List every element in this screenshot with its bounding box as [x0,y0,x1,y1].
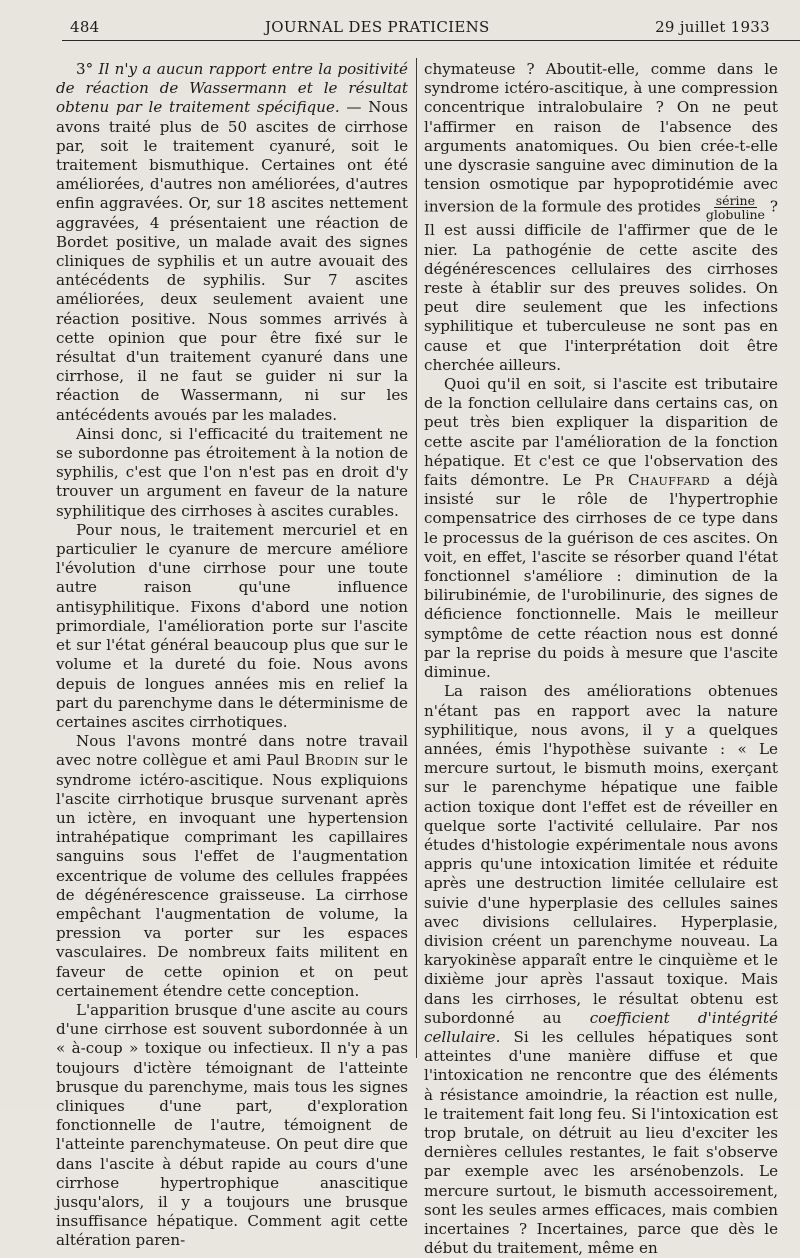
issue-date: 29 juillet 1933 [655,18,770,36]
paragraph-6-start: chymateuse ? Aboutit-elle, comme dans le syndrome ictéro-ascitique, à une compression concentrique intralobulaire ? On ne peut l'affirmer en raison de l'absence des arguments anatomiques. Ou bien crée-t-elle une dyscrasie sanguine avec diminution de la tension osmotique par hypoprotidémie avec inversion de la formule des protides [424,60,778,216]
left-column [56,60,408,1251]
paragraph-2: Ainsi donc, si l'efficacité du traitement ne se subordonne pas étroitement à la notion de syphilis, c'est que l'on n'est pas en droit d'y trouver un argument en faveur de la nature syphilitique des cirrhoses à ascites curables. [56,424,408,520]
paragraph-6 [424,60,778,375]
page-header [70,18,770,36]
fraction-denominator: globuline [705,207,765,223]
page-number: 484 [70,18,100,36]
serine-globuline-fraction [704,194,767,221]
paragraph-7 [424,375,778,682]
paragraph-4 [56,732,408,1001]
paragraph-3: Pour nous, le traitement mercuriel et en particulier le cyanure de mercure améliore l'évolution d'une cirrhose pour une toute autre raison qu'une influence antisyphilitique. Fixons d'abord une notion primordiale, l'amélioration porte sur l'ascite et sur l'état général beaucoup plus que sur le volume et la dureté du foie. Nous avons depuis de longues années mis en relief la part du parenchyme dans le déterminisme de certaines ascites cirrhotiques. [56,520,408,731]
paragraph-1 [56,60,408,425]
column-separator [416,58,417,1058]
paragraph-5: L'apparition brusque d'une ascite au cours d'une cirrhose est souvent subordonnée à un « à-coup » toxique ou infectieux. Il n'y a pas toujours d'ictère témoignant de l'atteinte brusque du parenchyme, mais tous les signes cliniques d'une part, d'exploration fonctionnelle de l'autre, témoignent de l'atteinte parenchymateuse. On peut dire que dans l'ascite à début rapide au cours d'une cirrhose hypertrophique anascitique jusqu'alors, il y a toujours une brusque insuffisance hépatique. Comment agit cette altération paren- [56,1000,408,1250]
paragraph-8-italic-term: coefficient d'intégrité cellulaire. [424,1008,778,1046]
paragraph-4-end: sur le syndrome ictéro-ascitique. Nous expliquions l'ascite cirrhotique brusque survenant après un ictère, en invoquant une hypertension intrahépatique comprimant les capillaires sanguins sous l'effet de l'augmentation excentrique de volume des cellules frappées de dégénérescence graisseuse. La cirrhose empêchant l'augmentation de volume, la pression va porter sur les espaces vasculaires. De nombreux faits militent en faveur de cette opinion et on peut certainement étendre cette conception. [56,751,408,1000]
journal-title: JOURNAL DES PRATICIENS [264,18,490,36]
paragraph-7-end: a déjà insisté sur le rôle de l'hypertrophie compensatrice des cirrhoses de ce type dans le processus de la guérison de ces ascites. On voit, en effet, l'ascite se résorber quand l'état fonctionnel s'améliore : diminution de la bilirubinémie, de l'urobilinurie, des signes de déficience fonctionnelle. Mais le meilleur symptôme de cette réaction nous est donné par la reprise du poids à mesure que l'ascite diminue. [424,471,778,682]
paragraph-8 [424,682,778,1258]
author-name-chauffard: Pr Chauffard [594,471,711,490]
author-name-brodin: Brodin [304,751,359,770]
right-column [424,60,778,1258]
paragraph-6-end: ? Il est aussi difficile de l'affirmer que de le nier. La pathogénie de cette ascite des dégénérescences cellulaires des cirrhoses reste à établir sur des preuves solides. On peut dire seulement que les infections syphilitique et tuberculeuse ne sont pas en cause et que l'interprétation doit être cherchée ailleurs. [424,197,778,374]
fraction-numerator: sérine [715,193,755,209]
header-rule [62,40,800,41]
paragraph-8-start: La raison des améliorations obtenues n'étant pas en rapport avec la nature syphilitique, nous avons, il y a quelques années, émis l'hypothèse suivante : « Le mercure surtout, le bismuth moins, exerçant sur le parenchyme hépatique une faible action toxique dont l'effet est de réveiller en quelque sorte l'activité cellulaire. Par nos études d'histologie expérimentale nous avons appris qu'une intoxication limitée et réduite après une destruction limitée cellulaire est suivie d'une hyperplasie des cellules saines avec divisions cellulaires. Hyperplasie, division créent un parenchyme nouveau. La karyokinèse apparaît entre le cinquième et le dixième jour après l'assaut toxique. Mais dans les cirrhoses, le résultat obtenu est subordonné au [424,682,778,1027]
paragraph-4-start: Nous l'avons montré dans notre travail avec notre collègue et ami Paul [56,732,408,770]
paragraph-1-italic-heading: Il n'y a aucun rapport entre la positivité de réaction de Wassermann et le résultat obtenu par le traitement spécifique. [56,60,408,117]
paragraph-7-start: Quoi qu'il en soit, si l'ascite est tributaire de la fonction cellulaire dans certains cas, on peut très bien expliquer la disparition de cette ascite par l'amélioration de la fonction hépatique. Et c'est ce que l'observation des faits démontre. Le [424,375,778,490]
paragraph-8-end: Si les cellules hépatiques sont atteintes d'une manière diffuse et que l'intoxication ne rencontre que des éléments à résistance amoindrie, la réaction est nulle, le traitement fait long feu. Si l'intoxication est trop brutale, on détruit au lieu d'exciter les dernières cellules restantes, le fait s'observe par exemple avec les arsénobenzols. Le mercure surtout, le bismuth accessoirement, sont les seules armes efficaces, mais combien incertaines ? Incertaines, parce que dès le début du traitement, même en [424,1027,778,1258]
paragraph-1-lead: 3° [76,60,99,78]
paragraph-1-body: — Nous avons traité plus de 50 ascites de cirrhose par, soit le traitement cyanuré, soit le traitement bismuthique. Certaines ont été améliorées, d'autres non améliorées, d'autres enfin aggravées. Or, sur 18 ascites nettement aggravées, 4 présentaient une réaction de Bordet positive, un malade avait des signes cliniques de syphilis et un autre avouait des antécédents de syphilis. Sur 7 ascites améliorées, deux seulement avaient une réaction positive. Nous sommes arrivés à cette opinion que pour être fixé sur le résultat d'un traitement cyanuré dans une cirrhose, il ne faut se guider ni sur la réaction de Wassermann, ni sur les antécédents avoués par les malades. [56,98,408,424]
